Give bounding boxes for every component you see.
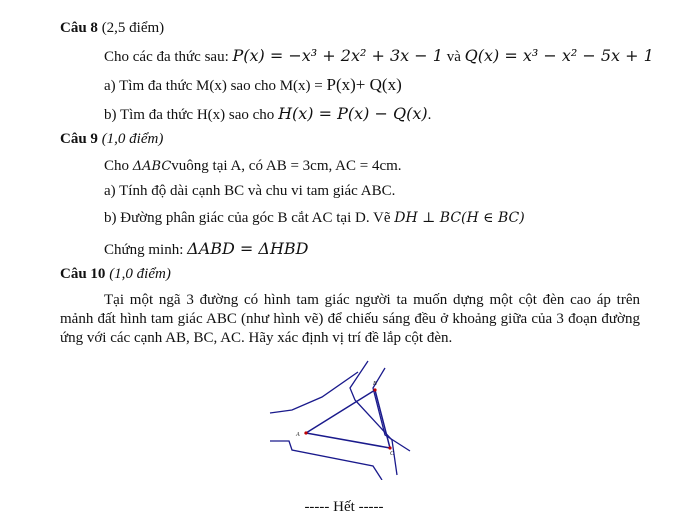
q9-title: Câu 9 (60, 131, 98, 147)
q8-heading (60, 19, 164, 37)
q10-heading (60, 265, 171, 283)
q9-heading (60, 130, 163, 148)
q9-prove (104, 240, 309, 259)
vertex-b-dot (373, 388, 376, 391)
q9-points: (1,0 điểm) (101, 131, 164, 147)
q8-p-definition: P(x) = −x³ + 2x² + 3x − 1 (232, 46, 443, 65)
q9-part-a (104, 182, 395, 200)
q8-part-b-text: b) Tìm đa thức H(x) sao cho (104, 107, 279, 123)
road-edge-right (350, 361, 397, 475)
q9-given-text: vuông tại A, có AB = 3cm, AC = 4cm. (171, 158, 402, 174)
q8-q-definition: Q(x) = x³ − x² − 5x + 1 (464, 46, 654, 65)
q8-intro-line (104, 47, 654, 66)
vertex-c-dot (388, 446, 391, 449)
q8-part-b (104, 105, 431, 124)
footer-end-mark: ----- Hết ----- (304, 499, 384, 515)
q9-cho: Cho (104, 158, 133, 174)
q8-and: và (442, 49, 465, 65)
q10-paragraph: Tại một ngã 3 đường có hình tam giác người ta muốn dựng một cột đèn cao áp trên mảnh đất hình tam giác ABC (như hình vẽ) để chiếu sáng đều ở khoảng giữa của 3 đoạn đường ứng với các cạnh AB, BC, AC. Hãy xác định vị trí đề lắp cột đèn. (60, 292, 640, 346)
q9-prove-expr: ΔABD = ΔHBD (187, 239, 309, 258)
q8-part-a-text: a) Tìm đa thức M(x) sao cho M(x) = (104, 78, 327, 94)
q10-title: Câu 10 (60, 266, 106, 282)
vertex-c-label: C (390, 451, 395, 457)
vertex-b-label: B (373, 381, 377, 387)
q9-part-b-expr: DH ⊥ BC(H ∈ BC) (394, 210, 525, 226)
q9-prove-label: Chứng minh: (104, 242, 188, 258)
q9-part-b-text: b) Đường phân giác của góc B cắt AC tại D. Vẽ (104, 210, 395, 226)
q8-part-b-expr: H(x) = P(x) − Q(x) (278, 104, 428, 123)
q8-points: (2,5 điểm) (101, 20, 165, 36)
q8-intro: Cho các đa thức sau: (104, 49, 233, 65)
q8-part-a-expr: P(x)+ Q(x) (326, 75, 402, 94)
road-triangle-figure (265, 355, 415, 480)
vertex-a-label: A (296, 432, 300, 438)
road-edge-top-left (270, 372, 358, 413)
q9-part-b (104, 209, 525, 227)
q9-triangle: ΔABC (132, 159, 172, 174)
q8-part-a (104, 76, 402, 95)
q8-part-b-end: . (427, 107, 432, 123)
q9-given (104, 157, 402, 176)
road-edge-inner-right (373, 368, 410, 451)
vertex-a-dot (304, 431, 307, 434)
q8-title: Câu 8 (60, 20, 98, 36)
q9-part-a-text: a) Tính độ dài cạnh BC và chu vi tam giác ABC. (104, 183, 396, 199)
q10-points: (1,0 điểm) (109, 266, 171, 282)
road-edge-bottom (270, 441, 382, 480)
